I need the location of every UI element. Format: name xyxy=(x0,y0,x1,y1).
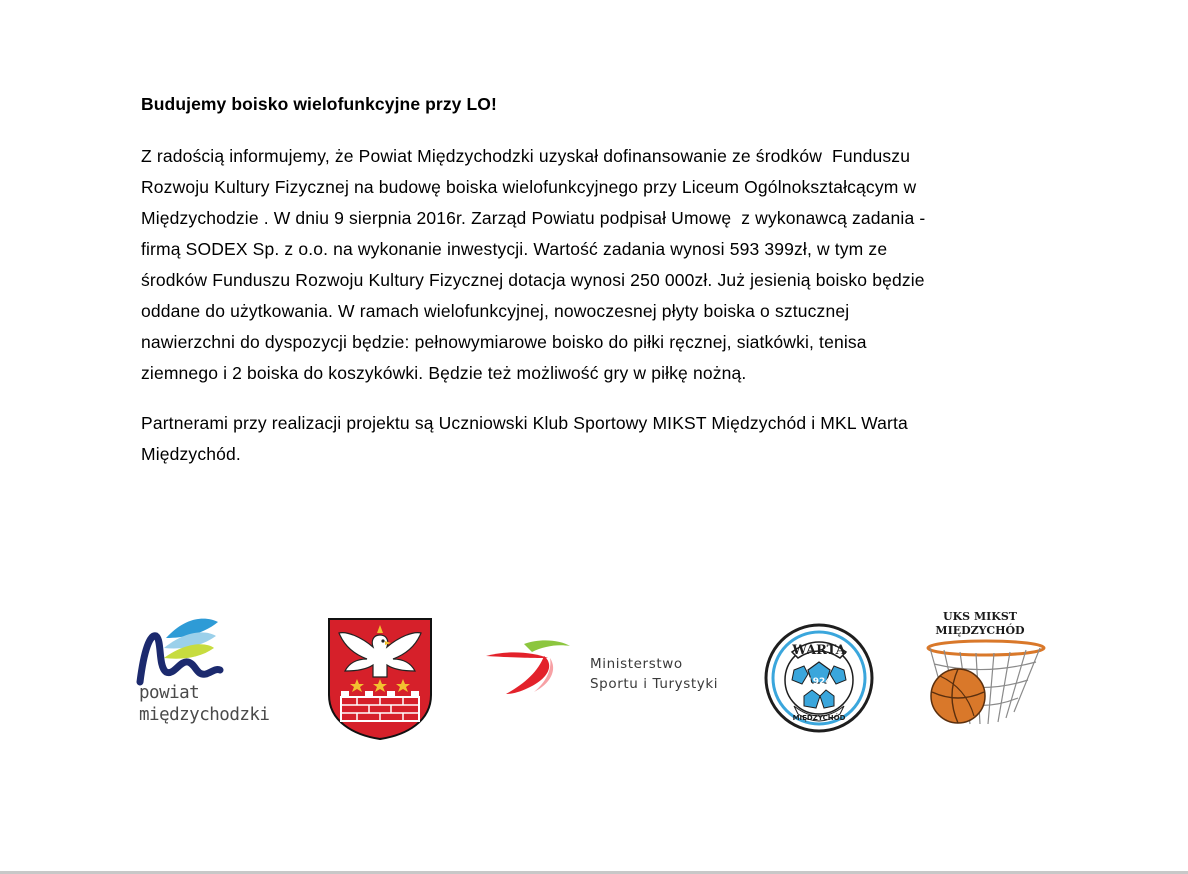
mikst-club-logo xyxy=(914,608,1046,738)
paragraph-line: Międzychodzie . W dniu 9 sierpnia 2016r. Zarząd Powiatu podpisał Umowę z wykonawcą zadania - xyxy=(141,208,926,228)
soccer-ball-badge-icon xyxy=(764,622,874,734)
warta-name-text: WARTA xyxy=(792,643,846,658)
paragraph-line: Rozwoju Kultury Fizycznej na budowę boiska wielofunkcyjnego przy Liceum Ogólnokształcącym w xyxy=(141,177,917,197)
eagle-crest-icon xyxy=(327,617,433,741)
ministry-wordmark: Ministerstwo Sportu i Turystyki xyxy=(590,656,719,692)
powiat-emblem-icon xyxy=(136,610,276,690)
paragraph-line: firmą SODEX Sp. z o.o. na wykonanie inwestycji. Wartość zadania wynosi 593 399zł, w tym ze xyxy=(141,239,888,259)
article-paragraph-1 xyxy=(141,141,1071,389)
coat-of-arms-logo xyxy=(327,617,433,741)
paragraph-line: Z radością informujemy, że Powiat Międzychodzki uzyskał dofinansowanie ze środków Funduszu xyxy=(141,146,911,166)
ministry-swoosh-icon xyxy=(484,636,584,702)
article-paragraph-2 xyxy=(141,408,1071,470)
paragraph-line: oddane do użytkowania. W ramach wielofunkcyjnej, nowoczesnej płyty boiska o sztucznej xyxy=(141,301,850,321)
article-title: Budujemy boisko wielofunkcyjne przy LO! xyxy=(141,94,497,114)
paragraph-line: Międzychód. xyxy=(141,444,241,464)
ministry-logo xyxy=(484,636,734,702)
warta-club-logo xyxy=(764,622,874,734)
paragraph-line: ziemnego i 2 boiska do koszykówki. Będzie też możliwość gry w piłkę nożną. xyxy=(141,363,747,383)
powiat-logo xyxy=(136,610,276,738)
paragraph-line: nawierzchni do dyspozycji będzie: pełnowymiarowe boisko do piłki ręcznej, siatkówki, tenisa xyxy=(141,332,867,352)
mikst-wordmark: UKS MIKST MIĘDZYCHÓD xyxy=(935,610,1025,637)
paragraph-line: Partnerami przy realizacji projektu są Uczniowski Klub Sportowy MIKST Międzychód i MKL Warta xyxy=(141,413,908,433)
warta-year-text: 1924 xyxy=(806,677,832,687)
paragraph-line: środków Funduszu Rozwoju Kultury Fizycznej dotacja wynosi 250 000zł. Już jesienią boisko będzie xyxy=(141,270,925,290)
warta-city-text: MIĘDZYCHÓD xyxy=(792,714,846,722)
powiat-wordmark: powiat międzychodzki xyxy=(139,683,270,725)
